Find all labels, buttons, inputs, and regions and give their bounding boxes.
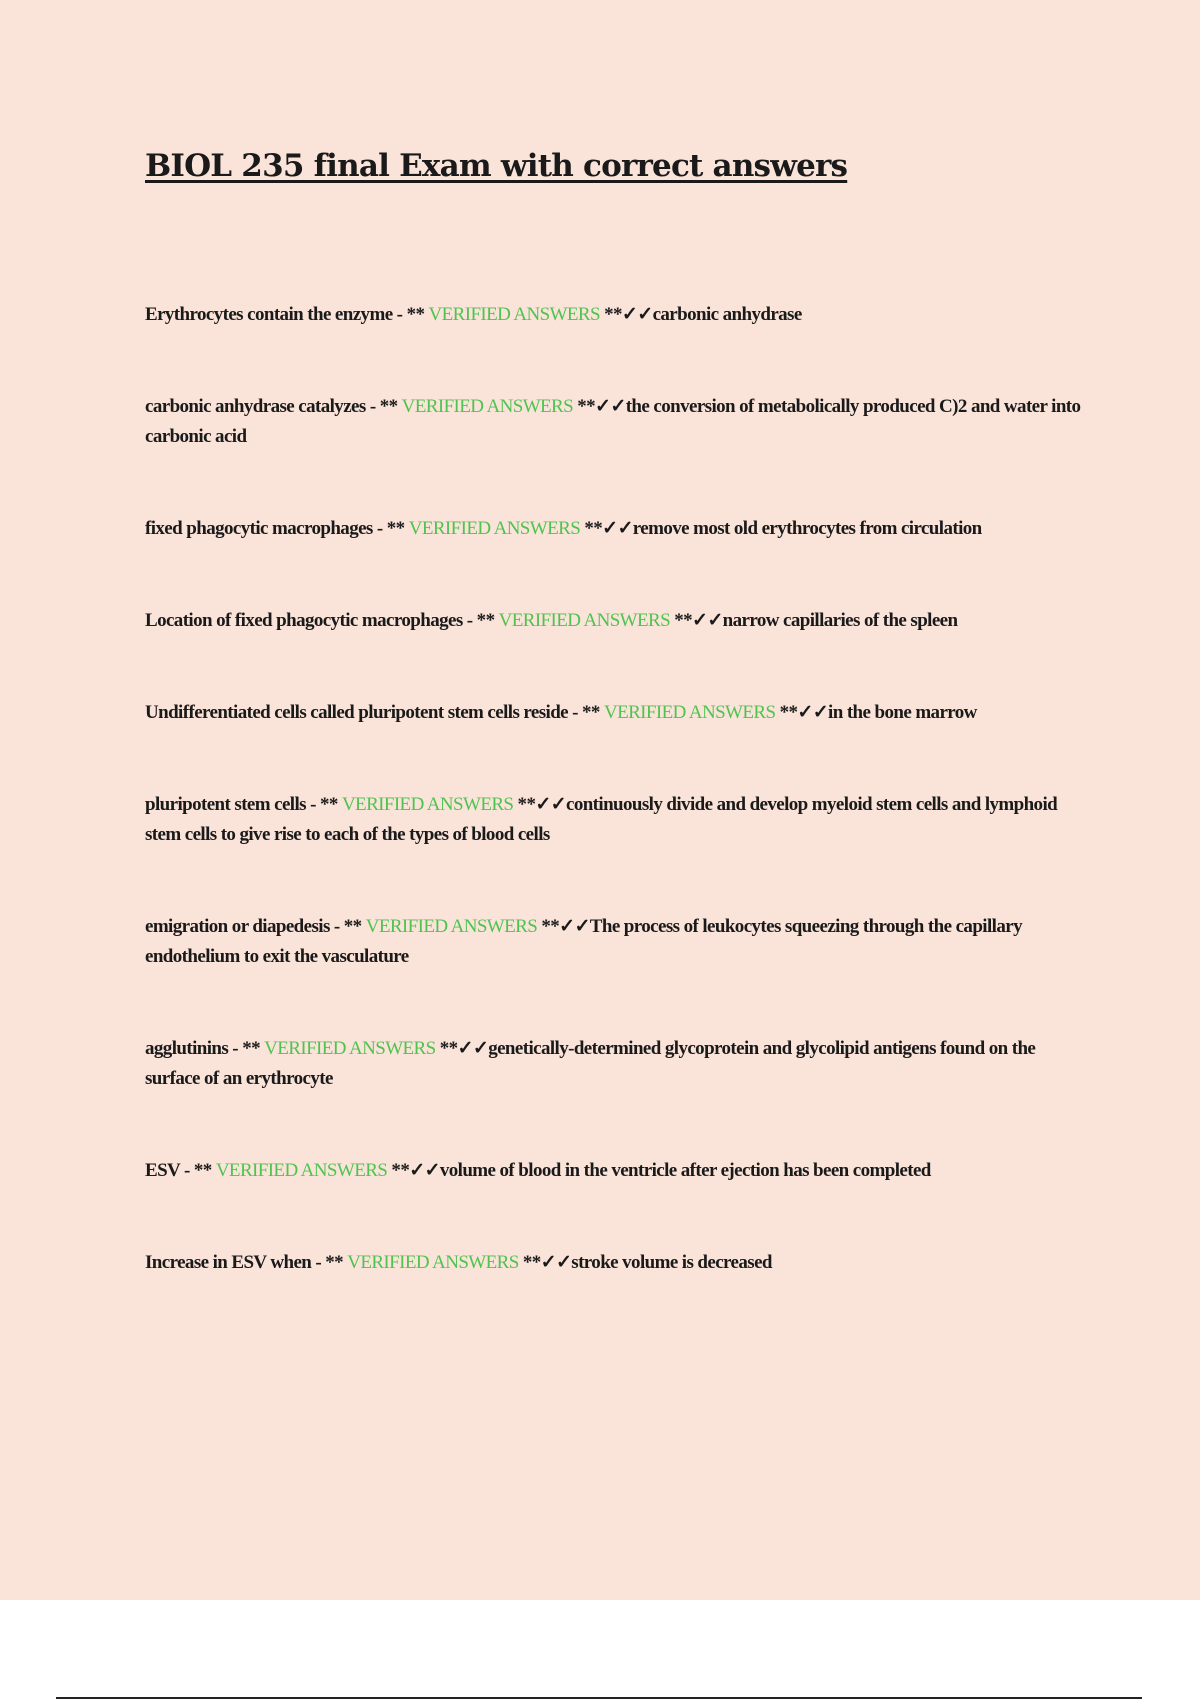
check-marks: **✓✓ [573, 396, 626, 417]
qa-item [145, 514, 1085, 544]
verified-label: VERIFIED ANSWERS [498, 610, 671, 631]
answer-text: continuously divide and develop myeloid stem cells and lymphoid stem cells to give rise to each of the types of blood cells [145, 794, 1058, 845]
qa-item [145, 912, 1085, 972]
verified-label: VERIFIED ANSWERS [408, 518, 581, 539]
qa-item [145, 1156, 1085, 1186]
marker-prefix: ** [319, 794, 342, 815]
check-marks: **✓✓ [518, 1252, 572, 1273]
marker-prefix: ** [406, 304, 429, 325]
check-marks: **✓✓ [513, 794, 566, 815]
marker-prefix: ** [386, 518, 409, 539]
qa-item [145, 392, 1085, 452]
footer-divider [56, 1697, 1142, 1699]
answer-text: the conversion of metabolically produced C)2 and water into carbonic acid [145, 396, 1081, 447]
question-text: ESV - [145, 1160, 194, 1181]
verified-label: VERIFIED ANSWERS [428, 304, 600, 325]
check-marks: **✓✓ [387, 1160, 440, 1181]
verified-label: VERIFIED ANSWERS [365, 916, 538, 937]
answer-text: genetically-determined glycoprotein and glycolipid antigens found on the surface of an erythrocyte [145, 1038, 1036, 1089]
verified-label: VERIFIED ANSWERS [347, 1252, 519, 1273]
question-text: Increase in ESV when - [145, 1252, 326, 1273]
qa-item [145, 1248, 1085, 1278]
marker-prefix: ** [193, 1160, 216, 1181]
check-marks: **✓✓ [537, 916, 590, 937]
answer-text: volume of blood in the ventricle after ejection has been completed [439, 1160, 931, 1181]
marker-prefix: ** [476, 610, 499, 631]
marker-prefix: ** [343, 916, 366, 937]
question-text: fixed phagocytic macrophages - [145, 518, 387, 539]
verified-label: VERIFIED ANSWERS [603, 702, 776, 723]
check-marks: **✓✓ [580, 518, 633, 539]
qa-item [145, 698, 1085, 728]
qa-item [145, 790, 1085, 850]
answer-text: remove most old erythrocytes from circulation [632, 518, 982, 539]
answer-text: narrow capillaries of the spleen [722, 610, 958, 631]
marker-prefix: ** [242, 1038, 265, 1059]
question-text: carbonic anhydrase catalyzes - [145, 396, 380, 417]
check-marks: **✓✓ [435, 1038, 489, 1059]
marker-prefix: ** [582, 702, 604, 723]
check-marks: **✓✓ [599, 304, 653, 325]
answer-text: in the bone marrow [828, 702, 977, 723]
verified-label: VERIFIED ANSWERS [264, 1038, 436, 1059]
qa-item [145, 300, 1085, 330]
qa-item [145, 1034, 1085, 1094]
answer-text: stroke volume is decreased [571, 1252, 772, 1273]
question-text: pluripotent stem cells - [145, 794, 320, 815]
qa-list [145, 300, 1085, 1340]
question-text: Erythrocytes contain the enzyme - [145, 304, 407, 325]
document-title: BIOL 235 final Exam with correct answers [145, 148, 848, 184]
question-text: Undifferentiated cells called pluripotent stem cells reside - [145, 702, 583, 723]
verified-label: VERIFIED ANSWERS [215, 1160, 388, 1181]
verified-label: VERIFIED ANSWERS [341, 794, 514, 815]
answer-text: carbonic anhydrase [652, 304, 802, 325]
check-marks: **✓✓ [670, 610, 723, 631]
question-text: agglutinins - [145, 1038, 243, 1059]
question-text: emigration or diapedesis - [145, 916, 344, 937]
marker-prefix: ** [379, 396, 402, 417]
question-text: Location of fixed phagocytic macrophages - [145, 610, 477, 631]
marker-prefix: ** [325, 1252, 348, 1273]
verified-label: VERIFIED ANSWERS [401, 396, 574, 417]
check-marks: **✓✓ [775, 702, 829, 723]
answer-text: The process of leukocytes squeezing through the capillary endothelium to exit the vasculature [145, 916, 1022, 967]
qa-item [145, 606, 1085, 636]
